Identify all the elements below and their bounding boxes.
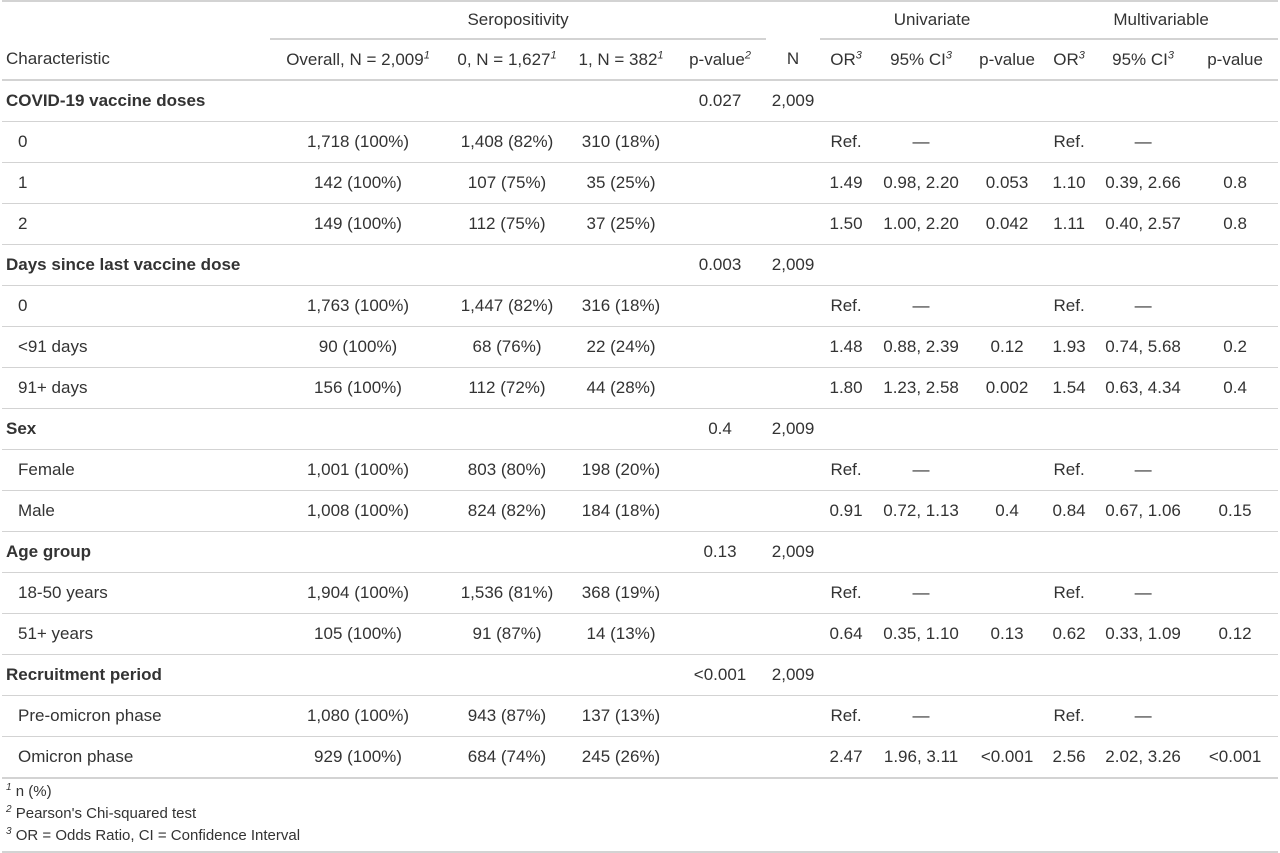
- cell-group-1: 37 (25%): [568, 204, 674, 245]
- cell-univariate-ci: [872, 245, 970, 286]
- footnote-text: OR = Odds Ratio, CI = Confidence Interval: [15, 827, 301, 844]
- cell-characteristic: 2: [2, 204, 270, 245]
- cell-multivariable-ci: —: [1094, 696, 1192, 737]
- cell-multivariable-pvalue: 0.8: [1192, 163, 1278, 204]
- cell-multivariable-or: [1044, 655, 1094, 696]
- cell-univariate-pvalue: 0.4: [970, 491, 1044, 532]
- table-group-row: [2, 532, 1278, 573]
- cell-group-0: [446, 655, 568, 696]
- cell-univariate-or: 1.48: [820, 327, 872, 368]
- cell-n: [766, 163, 820, 204]
- cell-group-1: 184 (18%): [568, 491, 674, 532]
- cell-characteristic: Female: [2, 450, 270, 491]
- cell-pvalue: [674, 163, 766, 204]
- cell-multivariable-ci: —: [1094, 573, 1192, 614]
- cell-univariate-pvalue: [970, 409, 1044, 450]
- table-row: [2, 204, 1278, 245]
- cell-characteristic: 0: [2, 286, 270, 327]
- cell-multivariable-ci: 0.33, 1.09: [1094, 614, 1192, 655]
- cell-univariate-ci: —: [872, 573, 970, 614]
- cell-n: 2,009: [766, 532, 820, 573]
- cell-characteristic: <91 days: [2, 327, 270, 368]
- cell-univariate-ci: [872, 655, 970, 696]
- cell-multivariable-ci: —: [1094, 286, 1192, 327]
- cell-pvalue: [674, 614, 766, 655]
- cell-overall: 1,718 (100%): [270, 122, 446, 163]
- header-characteristic: Characteristic: [2, 39, 270, 80]
- cell-pvalue: [674, 204, 766, 245]
- header-group-1: 1, $N = 382^1$: [568, 39, 674, 80]
- cell-univariate-pvalue: [970, 450, 1044, 491]
- cell-pvalue: [674, 696, 766, 737]
- cell-group-0: 803 (80%): [446, 450, 568, 491]
- cell-group-0: 112 (72%): [446, 368, 568, 409]
- cell-n: [766, 368, 820, 409]
- cell-univariate-or: 0.91: [820, 491, 872, 532]
- cell-overall: 1,904 (100%): [270, 573, 446, 614]
- cell-group-1: 44 (28%): [568, 368, 674, 409]
- header-multivariable-or: $OR^3$: [1044, 39, 1094, 80]
- cell-univariate-or: [820, 532, 872, 573]
- table-row: [2, 696, 1278, 737]
- cell-univariate-ci: 1.96, 3.11: [872, 737, 970, 779]
- cell-multivariable-or: Ref.: [1044, 696, 1094, 737]
- cell-univariate-ci: 0.72, 1.13: [872, 491, 970, 532]
- header-univariate-pvalue: p-value: [970, 39, 1044, 80]
- cell-multivariable-pvalue: [1192, 532, 1278, 573]
- table-group-row: [2, 409, 1278, 450]
- cell-multivariable-pvalue: 0.8: [1192, 204, 1278, 245]
- table-row: [2, 491, 1278, 532]
- cell-overall: 90 (100%): [270, 327, 446, 368]
- cell-pvalue: [674, 368, 766, 409]
- cell-group-1: 137 (13%): [568, 696, 674, 737]
- cell-multivariable-or: 1.10: [1044, 163, 1094, 204]
- cell-overall: [270, 80, 446, 122]
- cell-multivariable-or: Ref.: [1044, 450, 1094, 491]
- cell-multivariable-pvalue: 0.15: [1192, 491, 1278, 532]
- cell-multivariable-ci: [1094, 245, 1192, 286]
- header-multivariable-ci: 95% $CI^3$: [1094, 39, 1192, 80]
- cell-group-1: 310 (18%): [568, 122, 674, 163]
- spanner-multivariable: Multivariable: [1044, 1, 1278, 39]
- cell-characteristic: 91+ days: [2, 368, 270, 409]
- cell-univariate-pvalue: <0.001: [970, 737, 1044, 779]
- table-row: [2, 573, 1278, 614]
- spanner-header-row: [2, 1, 1278, 39]
- cell-pvalue: 0.4: [674, 409, 766, 450]
- cell-group-1: 22 (24%): [568, 327, 674, 368]
- cell-characteristic: 18-50 years: [2, 573, 270, 614]
- cell-n: [766, 696, 820, 737]
- cell-multivariable-or: 0.62: [1044, 614, 1094, 655]
- cell-pvalue: [674, 491, 766, 532]
- cell-group-1: [568, 245, 674, 286]
- cell-multivariable-pvalue: [1192, 80, 1278, 122]
- cell-n: [766, 286, 820, 327]
- cell-characteristic: Recruitment period: [2, 655, 270, 696]
- cell-pvalue: [674, 286, 766, 327]
- cell-group-1: 245 (26%): [568, 737, 674, 779]
- footnote-mark: 3: [6, 826, 12, 837]
- table-row: [2, 368, 1278, 409]
- cell-univariate-or: [820, 655, 872, 696]
- cell-univariate-or: 1.50: [820, 204, 872, 245]
- cell-n: 2,009: [766, 80, 820, 122]
- cell-n: [766, 204, 820, 245]
- cell-univariate-or: [820, 409, 872, 450]
- cell-overall: 142 (100%): [270, 163, 446, 204]
- spanner-seropositivity: Seropositivity: [270, 1, 766, 39]
- cell-univariate-or: 0.64: [820, 614, 872, 655]
- cell-pvalue: [674, 327, 766, 368]
- cell-multivariable-ci: 0.74, 5.68: [1094, 327, 1192, 368]
- cell-overall: [270, 532, 446, 573]
- cell-overall: [270, 655, 446, 696]
- cell-univariate-pvalue: 0.042: [970, 204, 1044, 245]
- cell-multivariable-ci: 0.67, 1.06: [1094, 491, 1192, 532]
- cell-univariate-or: Ref.: [820, 122, 872, 163]
- cell-univariate-pvalue: 0.053: [970, 163, 1044, 204]
- cell-group-0: 1,447 (82%): [446, 286, 568, 327]
- cell-multivariable-ci: [1094, 409, 1192, 450]
- cell-group-0: 107 (75%): [446, 163, 568, 204]
- cell-univariate-ci: —: [872, 286, 970, 327]
- header-overall: Overall, $N = 2,009^1$: [270, 39, 446, 80]
- cell-multivariable-or: 0.84: [1044, 491, 1094, 532]
- cell-multivariable-pvalue: <0.001: [1192, 737, 1278, 779]
- results-table: [2, 0, 1278, 779]
- cell-multivariable-pvalue: [1192, 245, 1278, 286]
- cell-characteristic: Male: [2, 491, 270, 532]
- cell-characteristic: Omicron phase: [2, 737, 270, 779]
- cell-overall: 156 (100%): [270, 368, 446, 409]
- cell-overall: 1,001 (100%): [270, 450, 446, 491]
- cell-n: [766, 573, 820, 614]
- spanner-empty-cell: [2, 1, 270, 39]
- cell-group-1: [568, 80, 674, 122]
- cell-multivariable-or: 1.93: [1044, 327, 1094, 368]
- cell-n: [766, 122, 820, 163]
- table-row: [2, 737, 1278, 779]
- cell-multivariable-pvalue: 0.12: [1192, 614, 1278, 655]
- cell-overall: 929 (100%): [270, 737, 446, 779]
- cell-univariate-pvalue: [970, 655, 1044, 696]
- table-group-row: [2, 655, 1278, 696]
- cell-multivariable-ci: [1094, 532, 1192, 573]
- table-row: [2, 614, 1278, 655]
- table-body: [2, 80, 1278, 778]
- cell-characteristic: Pre-omicron phase: [2, 696, 270, 737]
- cell-group-1: 316 (18%): [568, 286, 674, 327]
- cell-multivariable-pvalue: 0.4: [1192, 368, 1278, 409]
- footnote-text: Pearson's Chi-squared test: [15, 805, 197, 822]
- cell-univariate-or: Ref.: [820, 450, 872, 491]
- cell-univariate-ci: [872, 80, 970, 122]
- footnote-mark: 2: [6, 804, 12, 815]
- footnote-2: [6, 803, 1276, 825]
- table-row: [2, 122, 1278, 163]
- cell-univariate-ci: 0.35, 1.10: [872, 614, 970, 655]
- cell-multivariable-pvalue: [1192, 409, 1278, 450]
- cell-univariate-or: Ref.: [820, 696, 872, 737]
- cell-overall: 149 (100%): [270, 204, 446, 245]
- cell-multivariable-or: Ref.: [1044, 122, 1094, 163]
- cell-univariate-ci: 0.98, 2.20: [872, 163, 970, 204]
- cell-univariate-ci: —: [872, 122, 970, 163]
- table-row: [2, 327, 1278, 368]
- cell-pvalue: 0.027: [674, 80, 766, 122]
- cell-overall: [270, 245, 446, 286]
- cell-group-1: 14 (13%): [568, 614, 674, 655]
- cell-multivariable-ci: 0.63, 4.34: [1094, 368, 1192, 409]
- cell-univariate-or: [820, 80, 872, 122]
- cell-univariate-pvalue: [970, 573, 1044, 614]
- footnote-1: [6, 781, 1276, 803]
- cell-group-1: 35 (25%): [568, 163, 674, 204]
- cell-n: [766, 327, 820, 368]
- table-group-row: [2, 80, 1278, 122]
- header-n: N: [766, 39, 820, 80]
- header-univariate-ci: 95% $CI^3$: [872, 39, 970, 80]
- cell-group-1: 368 (19%): [568, 573, 674, 614]
- cell-n: [766, 491, 820, 532]
- cell-multivariable-or: [1044, 245, 1094, 286]
- cell-group-0: 824 (82%): [446, 491, 568, 532]
- cell-group-0: 943 (87%): [446, 696, 568, 737]
- cell-group-0: [446, 409, 568, 450]
- cell-univariate-or: Ref.: [820, 286, 872, 327]
- cell-n: [766, 450, 820, 491]
- cell-univariate-or: 1.49: [820, 163, 872, 204]
- cell-group-1: 198 (20%): [568, 450, 674, 491]
- cell-univariate-ci: [872, 532, 970, 573]
- cell-univariate-or: [820, 245, 872, 286]
- cell-univariate-ci: 0.88, 2.39: [872, 327, 970, 368]
- table-row: [2, 163, 1278, 204]
- cell-multivariable-ci: 2.02, 3.26: [1094, 737, 1192, 779]
- cell-group-0: [446, 532, 568, 573]
- cell-overall: 1,080 (100%): [270, 696, 446, 737]
- cell-univariate-pvalue: 0.13: [970, 614, 1044, 655]
- cell-multivariable-or: [1044, 80, 1094, 122]
- cell-characteristic: Sex: [2, 409, 270, 450]
- cell-group-0: 91 (87%): [446, 614, 568, 655]
- cell-group-1: [568, 409, 674, 450]
- cell-n: 2,009: [766, 409, 820, 450]
- header-univariate-or: $OR^3$: [820, 39, 872, 80]
- cell-group-0: [446, 245, 568, 286]
- footnote-text: n (%): [15, 783, 52, 800]
- spanner-univariate: Univariate: [820, 1, 1044, 39]
- cell-multivariable-or: 2.56: [1044, 737, 1094, 779]
- cell-n: [766, 737, 820, 779]
- cell-overall: 1,763 (100%): [270, 286, 446, 327]
- cell-multivariable-pvalue: [1192, 573, 1278, 614]
- cell-multivariable-pvalue: 0.2: [1192, 327, 1278, 368]
- cell-univariate-ci: 1.00, 2.20: [872, 204, 970, 245]
- cell-multivariable-pvalue: [1192, 696, 1278, 737]
- cell-multivariable-pvalue: [1192, 286, 1278, 327]
- table-bottom-rule: [2, 847, 1278, 853]
- cell-multivariable-or: [1044, 409, 1094, 450]
- cell-univariate-ci: 1.23, 2.58: [872, 368, 970, 409]
- table-group-row: [2, 245, 1278, 286]
- cell-multivariable-ci: [1094, 80, 1192, 122]
- header-group-0: 0, $N = 1,627^1$: [446, 39, 568, 80]
- cell-n: [766, 614, 820, 655]
- footnotes: [6, 779, 1276, 847]
- cell-univariate-ci: —: [872, 696, 970, 737]
- cell-univariate-pvalue: [970, 696, 1044, 737]
- cell-univariate-pvalue: 0.002: [970, 368, 1044, 409]
- cell-multivariable-ci: 0.40, 2.57: [1094, 204, 1192, 245]
- cell-characteristic: Age group: [2, 532, 270, 573]
- cell-group-0: 1,408 (82%): [446, 122, 568, 163]
- cell-univariate-pvalue: [970, 80, 1044, 122]
- cell-multivariable-ci: [1094, 655, 1192, 696]
- cell-characteristic: COVID-19 vaccine doses: [2, 80, 270, 122]
- cell-univariate-or: Ref.: [820, 573, 872, 614]
- cell-characteristic: Days since last vaccine dose: [2, 245, 270, 286]
- cell-characteristic: 51+ years: [2, 614, 270, 655]
- cell-n: 2,009: [766, 655, 820, 696]
- cell-univariate-or: 2.47: [820, 737, 872, 779]
- cell-overall: 1,008 (100%): [270, 491, 446, 532]
- cell-pvalue: [674, 573, 766, 614]
- cell-overall: 105 (100%): [270, 614, 446, 655]
- cell-group-0: 68 (76%): [446, 327, 568, 368]
- cell-multivariable-ci: 0.39, 2.66: [1094, 163, 1192, 204]
- cell-univariate-pvalue: [970, 286, 1044, 327]
- cell-n: 2,009: [766, 245, 820, 286]
- cell-univariate-pvalue: [970, 532, 1044, 573]
- cell-multivariable-ci: —: [1094, 450, 1192, 491]
- cell-characteristic: 0: [2, 122, 270, 163]
- cell-multivariable-pvalue: [1192, 655, 1278, 696]
- cell-group-0: [446, 80, 568, 122]
- cell-univariate-pvalue: 0.12: [970, 327, 1044, 368]
- cell-univariate-ci: —: [872, 450, 970, 491]
- cell-group-0: 684 (74%): [446, 737, 568, 779]
- cell-pvalue: <0.001: [674, 655, 766, 696]
- cell-multivariable-pvalue: [1192, 122, 1278, 163]
- column-header-row: [2, 39, 1278, 80]
- cell-univariate-pvalue: [970, 245, 1044, 286]
- cell-univariate-or: 1.80: [820, 368, 872, 409]
- cell-multivariable-pvalue: [1192, 450, 1278, 491]
- header-pvalue: p-value$^2$: [674, 39, 766, 80]
- cell-pvalue: [674, 737, 766, 779]
- cell-group-1: [568, 532, 674, 573]
- footnote-mark: 1: [6, 782, 12, 793]
- cell-overall: [270, 409, 446, 450]
- cell-pvalue: [674, 122, 766, 163]
- cell-group-1: [568, 655, 674, 696]
- cell-multivariable-or: [1044, 532, 1094, 573]
- table-row: [2, 450, 1278, 491]
- cell-multivariable-ci: —: [1094, 122, 1192, 163]
- cell-group-0: 112 (75%): [446, 204, 568, 245]
- cell-univariate-pvalue: [970, 122, 1044, 163]
- cell-pvalue: [674, 450, 766, 491]
- cell-multivariable-or: 1.54: [1044, 368, 1094, 409]
- spanner-empty-n: [766, 1, 820, 39]
- cell-univariate-ci: [872, 409, 970, 450]
- header-multivariable-pvalue: p-value: [1192, 39, 1278, 80]
- cell-pvalue: 0.13: [674, 532, 766, 573]
- cell-pvalue: 0.003: [674, 245, 766, 286]
- cell-multivariable-or: 1.11: [1044, 204, 1094, 245]
- cell-multivariable-or: Ref.: [1044, 286, 1094, 327]
- cell-group-0: 1,536 (81%): [446, 573, 568, 614]
- cell-characteristic: 1: [2, 163, 270, 204]
- table-row: [2, 286, 1278, 327]
- cell-multivariable-or: Ref.: [1044, 573, 1094, 614]
